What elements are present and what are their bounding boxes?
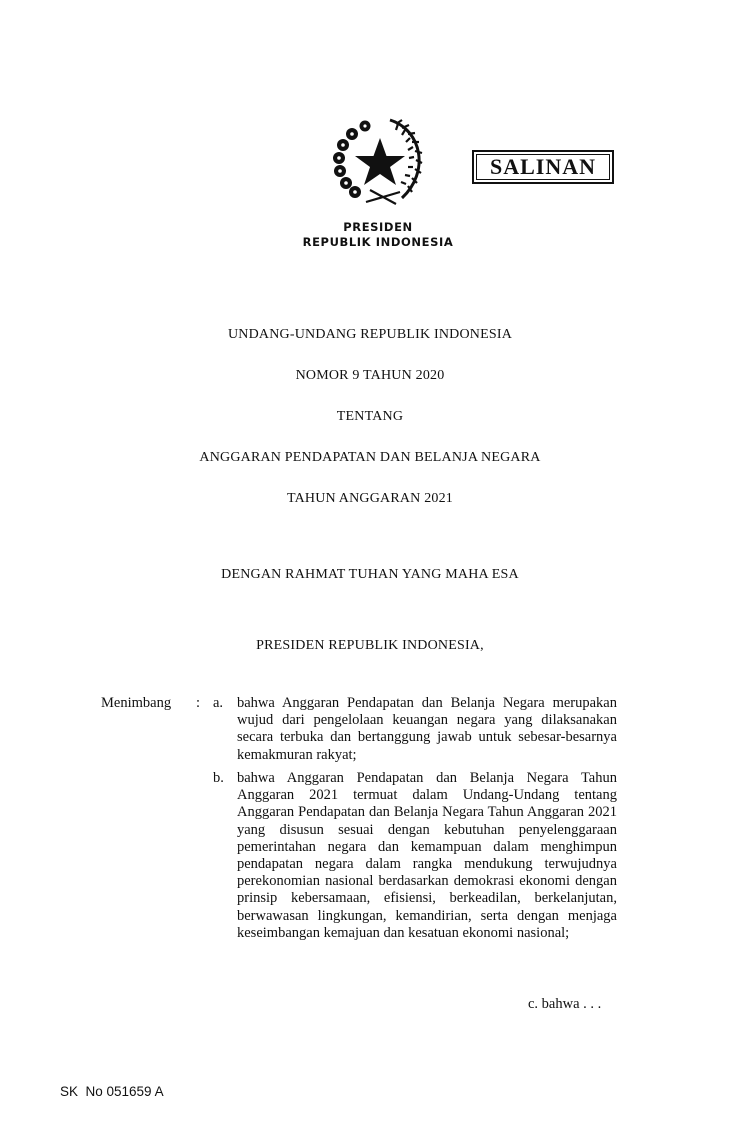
garuda-star-emblem-icon <box>330 112 428 210</box>
law-subject: ANGGARAN PENDAPATAN DAN BELANJA NEGARA <box>199 450 541 465</box>
considerations-label: Menimbang <box>101 695 172 711</box>
preamble: DENGAN RAHMAT TUHAN YANG MAHA ESA <box>221 567 519 582</box>
item-b-marker: b. <box>213 770 224 786</box>
issuer: PRESIDEN REPUBLIK INDONESIA, <box>256 638 484 653</box>
salinan-label: SALINAN <box>489 154 597 179</box>
continuation-note: c. bahwa . . . <box>528 996 602 1012</box>
considerations-separator: : <box>196 695 201 711</box>
budget-year: TAHUN ANGGARAN 2021 <box>286 491 453 506</box>
office-title-line1: PRESIDEN <box>343 220 413 234</box>
item-a-marker: a. <box>213 695 224 711</box>
law-number: NOMOR 9 TAHUN 2020 <box>295 368 445 383</box>
salinan-stamp <box>472 150 614 184</box>
law-about-label: TENTANG <box>336 409 404 424</box>
office-title-line2: REPUBLIK INDONESIA <box>302 235 454 249</box>
law-title: UNDANG-UNDANG REPUBLIK INDONESIA <box>227 327 513 342</box>
item-a-text: bahwa Anggaran Pendapatan dan Belanja Negara merupakan wujud dari pengelolaan keuangan negara yang dilaksanakan secara terbuka dan bertanggung jawab untuk sebesar-besarnya kemakmuran rakyat; <box>237 695 617 763</box>
serial-number: SK No 051659 A <box>60 1084 164 1099</box>
item-b-text: bahwa Anggaran Pendapatan dan Belanja Negara Tahun Anggaran 2021 termuat dalam Undang-Undang tentang Anggaran Pendapatan dan Belanja Negara Tahun Anggaran 2021 yang disusun sesuai dengan kebutuhan penyelenggaraan pemerintahan negara dan kemampuan dalam menghimpun pendapatan negara dalam rangka mendukung terwujudnya perekonomian nasional berdasarkan demokrasi ekonomi dengan prinsip kebersamaan, efisiensi, berkeadilan, berkelanjutan, berwawasan lingkungan, kemandirian, serta dengan menjaga keseimbangan kemajuan dan kesatuan ekonomi nasional; <box>237 770 617 941</box>
